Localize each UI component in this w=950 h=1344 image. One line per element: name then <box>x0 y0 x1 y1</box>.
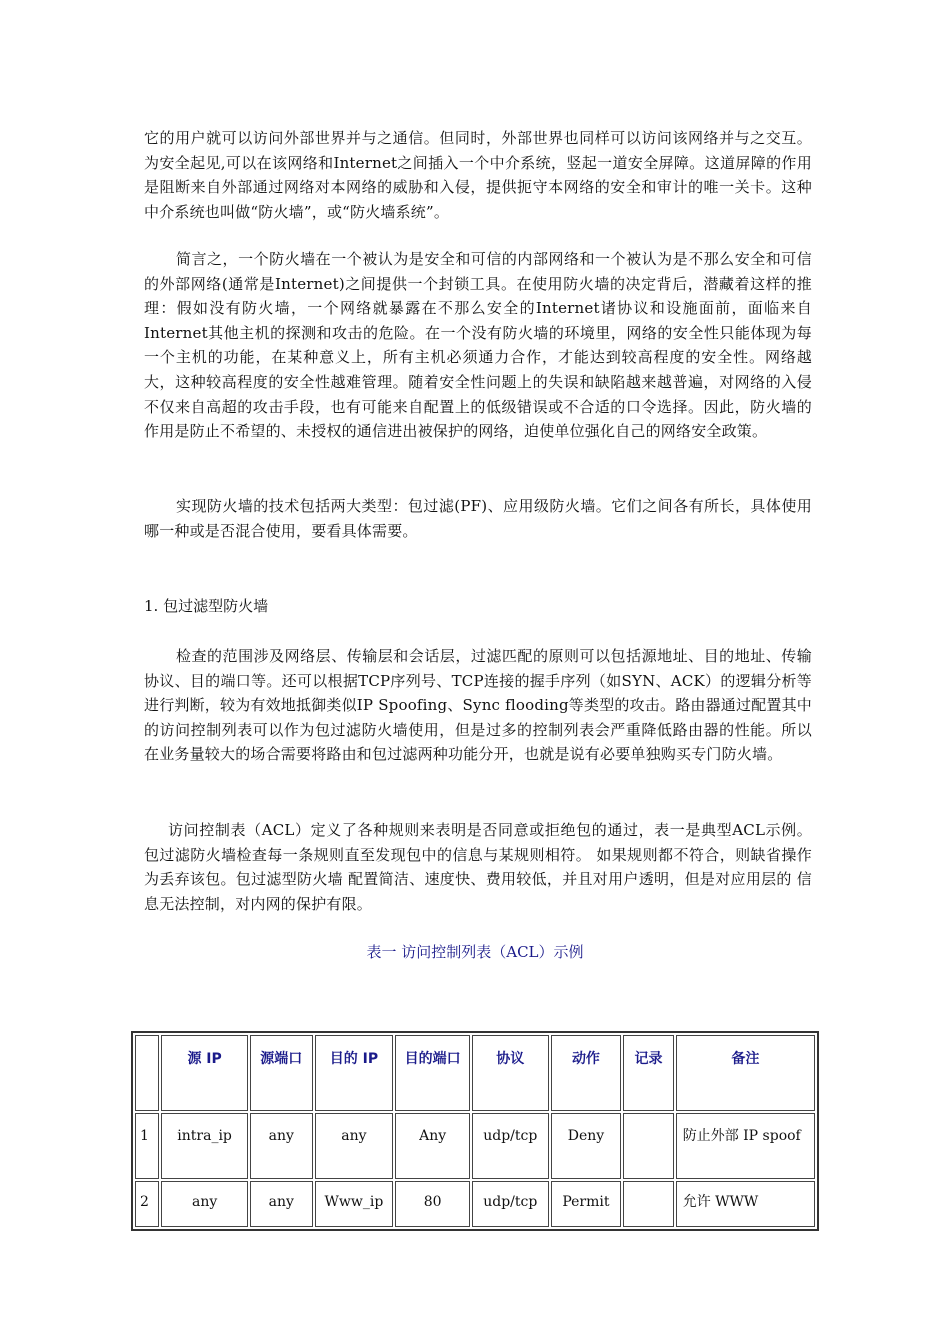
paragraph-packet-filter: 检查的范围涉及网络层、传输层和会话层，过滤匹配的原则可以包括源地址、目的地址、传输协议、目的端口等。还可以根据TCP序列号、TCP连接的握手序列（如SYN、ACK）的逻辑分析等进行判断，较为有效地抵御类似IP Spoofing、Sync flooding等类型的攻击。路由器通过配置其中的访问控制列表可以作为包过滤防火墙使用，但是过多的控制列表会严重降低路由器的性能。所以在业务量较大的场合需要将路由和包过滤两种功能分开，也就是说有必要单独购买专门防火墙。 <box>144 647 812 764</box>
table-header-row <box>135 1035 815 1111</box>
cell-index: 1 <box>135 1113 159 1179</box>
acl-table <box>131 1031 819 1231</box>
cell-note: 防止外部 IP spoof <box>676 1113 815 1179</box>
cell-note: 允许 WWW <box>676 1181 815 1227</box>
header-source-ip: 源 IP <box>161 1035 248 1111</box>
cell-log <box>623 1181 673 1227</box>
header-action: 动作 <box>551 1035 622 1111</box>
paragraph-firewall-types: 实现防火墙的技术包括两大类型：包过滤(PF)、应用级防火墙。它们之间各有所长，具体使用哪一种或是否混合使用，要看具体需要。 <box>144 497 812 540</box>
cell-source-ip: intra_ip <box>161 1113 248 1179</box>
cell-dest-ip: Www_ip <box>315 1181 394 1227</box>
table-row <box>135 1181 815 1227</box>
cell-dest-port: 80 <box>395 1181 470 1227</box>
paragraph-firewall-summary: 简言之，一个防火墙在一个被认为是安全和可信的内部网络和一个被认为是不那么安全和可信的外部网络(通常是Internet)之间提供一个封锁工具。在使用防火墙的决定背后，潜藏着这样的推理：假如没有防火墙，一个网络就暴露在不那么安全的Internet诸协议和设施面前，面临来自Internet其他主机的探测和攻击的危险。在一个没有防火墙的环境里，网络的安全性只能体现为每一个主机的功能，在某种意义上，所有主机必须通力合作，才能达到较高程度的安全性。网络越大，这种较高程度的安全性越难管理。随着安全性问题上的失误和缺陷越来越普遍，对网络的入侵不仅来自高超的攻击手段，也有可能来自配置上的低级错误或不合适的口令选择。因此，防火墙的作用是防止不希望的、未授权的通信进出被保护的网络，迫使单位强化自己的网络安全政策。 <box>144 250 812 441</box>
cell-source-ip: any <box>161 1181 248 1227</box>
cell-dest-ip: any <box>315 1113 394 1179</box>
table-caption: 表一 访问控制列表（ACL）示例 <box>366 943 584 961</box>
header-note: 备注 <box>676 1035 815 1111</box>
table-row <box>135 1113 815 1179</box>
cell-index: 2 <box>135 1181 159 1227</box>
cell-source-port: any <box>250 1181 313 1227</box>
header-dest-ip: 目的 IP <box>315 1035 394 1111</box>
cell-source-port: any <box>250 1113 313 1179</box>
header-source-port: 源端口 <box>250 1035 313 1111</box>
cell-log <box>623 1113 673 1179</box>
cell-dest-port: Any <box>395 1113 470 1179</box>
cell-action: Deny <box>551 1113 622 1179</box>
header-log: 记录 <box>623 1035 673 1111</box>
paragraph-acl: 访问控制表（ACL）定义了各种规则来表明是否同意或拒绝包的通过，表一是典型ACL示例。 包过滤防火墙检查每一条规则直至发现包中的信息与某规则相符。 如果规则都不符合，则缺省操作为丢弃该包。包过滤型防火墙 配置简洁、速度快、费用较低，并且对用户透明，但是对应用层的 信息无法控制，对内网的保护有限。 <box>144 821 812 913</box>
header-protocol: 协议 <box>472 1035 549 1111</box>
cell-protocol: udp/tcp <box>472 1113 549 1179</box>
cell-protocol: udp/tcp <box>472 1181 549 1227</box>
cell-action: Permit <box>551 1181 622 1227</box>
paragraph-intro: 它的用户就可以访问外部世界并与之通信。但同时，外部世界也同样可以访问该网络并与之交互。为安全起见,可以在该网络和Internet之间插入一个中介系统，竖起一道安全屏障。这道屏障的作用是阻断来自外部通过网络对本网络的威胁和入侵，提供扼守本网络的安全和审计的唯一关卡。这种中介系统也叫做“防火墙”，或“防火墙系统”。 <box>144 129 812 221</box>
header-index <box>135 1035 159 1111</box>
section-heading: 1. 包过滤型防火墙 <box>144 597 269 615</box>
header-dest-port: 目的端口 <box>395 1035 470 1111</box>
